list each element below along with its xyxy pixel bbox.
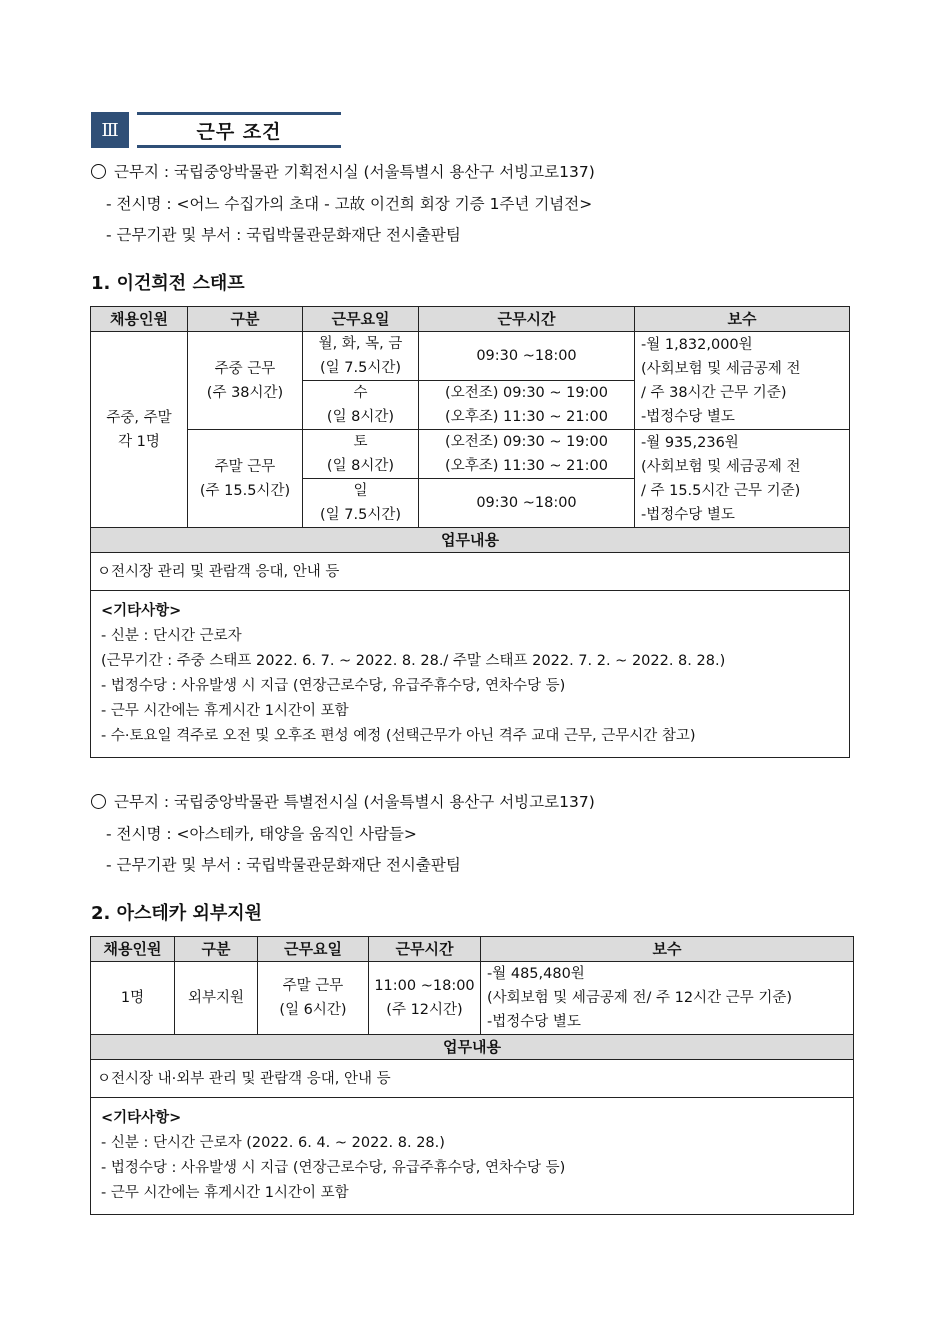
section-heading — [91, 112, 341, 148]
weekend-category: 주말 근무 (주 15.5시간) — [188, 430, 303, 528]
note-item: - 법정수당 : 사유발생 시 지급 (연장근로수당, 유급주휴수당, 연차수당 등) — [101, 1160, 566, 1176]
weekend-days-1: 토 (일 8시간) — [303, 430, 419, 479]
notes-cell — [91, 591, 850, 758]
note-item: - 근무 시간에는 휴게시간 1시간이 포함 — [101, 1185, 349, 1201]
weekday-time-2: (오전조) 09:30 ~ 19:00 (오후조) 11:30 ~ 21:00 — [419, 381, 635, 430]
recruit-count: 1명 — [91, 962, 175, 1035]
note-item: - 신분 : 단시간 근로자 — [101, 628, 242, 644]
weekend-days-2: 일 (일 7.5시간) — [303, 479, 419, 528]
subsection-title-2: 2. 아스테카 외부지원 — [91, 903, 262, 924]
header-category: 구분 — [188, 307, 303, 332]
header-recruit: 채용인원 — [91, 937, 175, 962]
header-hours: 근무시간 — [419, 307, 635, 332]
circle-bullet-icon — [91, 164, 106, 179]
work-hours: 11:00 ~18:00 (주 12시간) — [369, 962, 481, 1035]
note-item: - 법정수당 : 사유발생 시 지급 (연장근로수당, 유급주휴수당, 연차수당 등) — [101, 678, 566, 694]
section-title: 근무 조건 — [137, 112, 341, 148]
note-item: - 신분 : 단시간 근로자 (2022. 6. 4. ~ 2022. 8. 28.) — [101, 1135, 445, 1151]
department-line-1: - 근무기관 및 부서 : 국립박물관문화재단 전시출판팀 — [106, 226, 461, 244]
weekend-time-2: 09:30 ~18:00 — [419, 479, 635, 528]
duty-content: ㅇ전시장 내·외부 관리 및 관람객 응대, 안내 등 — [91, 1060, 854, 1098]
header-pay: 보수 — [481, 937, 854, 962]
exhibition-name-2: - 전시명 : <아스테카, 태양을 움직인 사람들> — [106, 825, 417, 843]
header-days: 근무요일 — [303, 307, 419, 332]
notes-title: <기타사항> — [101, 603, 182, 619]
section-number: Ⅲ — [91, 112, 129, 148]
weekday-time-1: 09:30 ~18:00 — [419, 332, 635, 381]
weekday-days-1: 월, 화, 목, 금 (일 7.5시간) — [303, 332, 419, 381]
header-days: 근무요일 — [258, 937, 369, 962]
duty-header: 업무내용 — [91, 528, 850, 553]
note-item: - 근무 시간에는 휴게시간 1시간이 포함 — [101, 703, 349, 719]
header-recruit: 채용인원 — [91, 307, 188, 332]
exhibition-name-1: - 전시명 : <어느 수집가의 초대 - 고故 이건희 회장 기증 1주년 기념전> — [106, 195, 593, 213]
weekday-category: 주중 근무 (주 38시간) — [188, 332, 303, 430]
header-hours: 근무시간 — [369, 937, 481, 962]
weekday-pay: -월 1,832,000원 (사회보험 및 세금공제 전 / 주 38시간 근무 기준) -법정수당 별도 — [635, 332, 850, 430]
workplace-line-1: 근무지 : 국립중앙박물관 기획전시실 (서울특별시 용산구 서빙고로137) — [91, 160, 595, 182]
duty-header: 업무내용 — [91, 1035, 854, 1060]
duty-content: ㅇ전시장 관리 및 관람객 응대, 안내 등 — [91, 553, 850, 591]
staff-table-1 — [90, 306, 850, 758]
workplace-line-2: 근무지 : 국립중앙박물관 특별전시실 (서울특별시 용산구 서빙고로137) — [91, 790, 595, 812]
department-line-2: - 근무기관 및 부서 : 국립박물관문화재단 전시출판팀 — [106, 856, 461, 874]
weekday-days-2: 수 (일 8시간) — [303, 381, 419, 430]
notes-title: <기타사항> — [101, 1110, 182, 1126]
note-item: (근무기간 : 주중 스태프 2022. 6. 7. ~ 2022. 8. 28./ 주말 스태프 2022. 7. 2. ~ 2022. 8. 28.) — [101, 653, 726, 669]
staff-table-2 — [90, 936, 854, 1215]
weekend-time-1: (오전조) 09:30 ~ 19:00 (오후조) 11:30 ~ 21:00 — [419, 430, 635, 479]
header-pay: 보수 — [635, 307, 850, 332]
pay: -월 485,480원 (사회보험 및 세금공제 전/ 주 12시간 근무 기준) -법정수당 별도 — [481, 962, 854, 1035]
subsection-title-1: 1. 이건희전 스태프 — [91, 273, 245, 294]
weekend-pay: -월 935,236원 (사회보험 및 세금공제 전 / 주 15.5시간 근무 기준) -법정수당 별도 — [635, 430, 850, 528]
notes-cell — [91, 1098, 854, 1215]
note-item: - 수·토요일 격주로 오전 및 오후조 편성 예정 (선택근무가 아닌 격주 교대 근무, 근무시간 참고) — [101, 728, 696, 744]
header-category: 구분 — [175, 937, 258, 962]
circle-bullet-icon — [91, 794, 106, 809]
category: 외부지원 — [175, 962, 258, 1035]
recruit-count: 주중, 주말 각 1명 — [91, 332, 188, 528]
work-days: 주말 근무 (일 6시간) — [258, 962, 369, 1035]
